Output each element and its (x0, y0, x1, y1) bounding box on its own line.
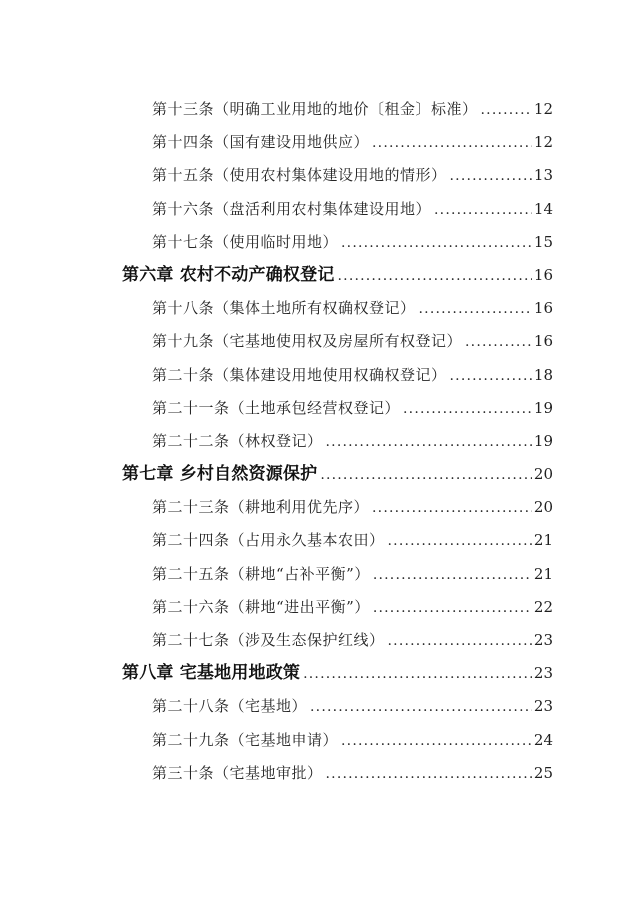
toc-entry-page: 23 (533, 664, 553, 683)
toc-entry-page: 13 (533, 166, 553, 185)
toc-entry (122, 425, 553, 458)
toc-entry-page: 23 (533, 631, 553, 649)
toc-entry-title: 第二十八条（宅基地） (152, 697, 308, 716)
dot-leader (303, 657, 532, 691)
toc-entry (122, 126, 553, 159)
dot-leader (338, 259, 532, 293)
dot-leader (450, 159, 532, 193)
dot-leader (310, 690, 532, 724)
toc-entry (122, 491, 553, 524)
dot-leader (465, 325, 532, 359)
toc-entry-page: 23 (533, 697, 553, 716)
toc-entry-title: 第二十三条（耕地利用优先序） (152, 498, 370, 517)
toc-entry-page: 21 (533, 531, 553, 550)
toc-entry (122, 757, 553, 790)
toc-entry (122, 524, 553, 557)
dot-leader (419, 292, 532, 326)
dot-leader (403, 392, 532, 426)
toc-entry-title: 第十八条（集体土地所有权确权登记） (152, 299, 416, 318)
toc-entry-title: 第二十四条（占用永久基本农田） (152, 531, 385, 550)
toc-entry (122, 93, 553, 126)
toc-entry-title: 第二十二条（林权登记） (152, 431, 323, 450)
toc-entry-title: 第二十一条（土地承包经营权登记） (152, 398, 401, 417)
toc-entry-page: 15 (533, 232, 553, 251)
dot-leader (341, 724, 532, 758)
toc-entry-title: 第十三条（明确工业用地的地价〔租金〕标准） (152, 100, 478, 118)
toc-entry (122, 624, 553, 657)
toc-entry-page: 25 (533, 763, 553, 782)
toc-entry-title: 第二十五条（耕地“占补平衡”） (152, 564, 370, 583)
dot-leader (388, 524, 532, 558)
toc-entry-page: 22 (533, 597, 553, 616)
toc-entry-page: 12 (533, 100, 553, 118)
toc-entry-title: 第三十条（宅基地审批） (152, 763, 323, 782)
dot-leader (320, 458, 532, 492)
toc-entry-title: 第二十条（集体建设用地使用权确权登记） (152, 365, 447, 384)
toc-entry-title: 第六章 农村不动产确权登记 (122, 264, 335, 285)
toc-entry (122, 657, 553, 690)
dot-leader (372, 491, 532, 525)
toc-entry (122, 325, 553, 358)
toc-entry (122, 392, 553, 425)
toc-entry (122, 359, 553, 392)
dot-leader (481, 93, 532, 127)
toc-entry-page: 12 (533, 133, 553, 152)
toc-entry-title: 第十七条（使用临时用地） (152, 232, 339, 251)
dot-leader (434, 193, 532, 227)
table-of-contents (122, 93, 553, 790)
toc-entry (122, 259, 553, 292)
toc-entry-page: 21 (533, 564, 553, 583)
dot-leader (341, 226, 532, 260)
toc-entry-page: 24 (533, 730, 553, 749)
toc-entry-title: 第八章 宅基地用地政策 (122, 663, 301, 684)
toc-entry-page: 16 (533, 299, 553, 318)
toc-entry-page: 14 (533, 199, 553, 218)
toc-entry-page: 19 (533, 398, 553, 417)
dot-leader (388, 624, 532, 658)
dot-leader (373, 591, 532, 625)
dot-leader (450, 359, 532, 393)
toc-entry (122, 458, 553, 491)
toc-entry-title: 第七章 乡村自然资源保护 (122, 464, 318, 485)
toc-entry-title: 第十九条（宅基地使用权及房屋所有权登记） (152, 332, 463, 351)
toc-entry (122, 690, 553, 723)
toc-entry-title: 第二十六条（耕地“进出平衡”） (152, 597, 370, 616)
toc-entry-page: 20 (533, 498, 553, 517)
toc-entry (122, 724, 553, 757)
toc-entry-title: 第十六条（盘活利用农村集体建设用地） (152, 199, 432, 218)
dot-leader (372, 126, 532, 160)
toc-entry-title: 第十四条（国有建设用地供应） (152, 133, 370, 152)
dot-leader (326, 425, 532, 459)
toc-entry-title: 第十五条（使用农村集体建设用地的情形） (152, 166, 447, 185)
toc-entry (122, 226, 553, 259)
dot-leader (373, 558, 532, 592)
toc-entry-title: 第二十九条（宅基地申请） (152, 730, 339, 749)
toc-entry (122, 292, 553, 325)
toc-entry (122, 591, 553, 624)
toc-entry-title: 第二十七条（涉及生态保护红线） (152, 631, 385, 649)
toc-entry-page: 20 (533, 465, 553, 484)
toc-entry-page: 19 (533, 431, 553, 450)
toc-entry (122, 558, 553, 591)
toc-entry (122, 193, 553, 226)
toc-entry (122, 159, 553, 192)
dot-leader (326, 757, 532, 791)
toc-entry-page: 16 (533, 332, 553, 351)
toc-entry-page: 16 (533, 265, 553, 284)
toc-entry-page: 18 (533, 365, 553, 384)
